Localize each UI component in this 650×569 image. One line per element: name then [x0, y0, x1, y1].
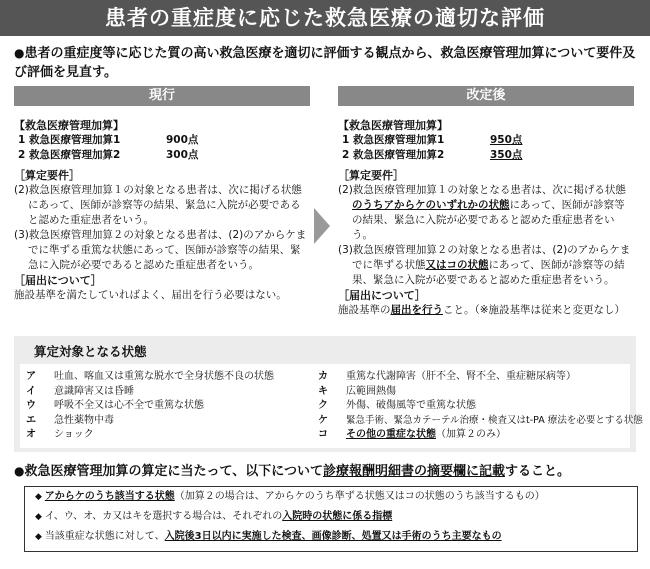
- condition-item: ウ 呼吸不全又は心不全で重篤な状態: [26, 400, 204, 411]
- revised-req-1: (2)救急医療管理加算１の対象となる患者は、次に掲げる状態のうちアからケのいずれかの状態にあって、医師が診察等の結果、緊急に入院が必要であると認めた重症患者をいう。: [338, 184, 626, 241]
- revised-fee-name-1: 1 救急医療管理加算1: [342, 134, 445, 146]
- current-fee-row-2: [14, 148, 310, 163]
- condition-item-ko: コ その他の重症な状態 （加算２のみ）: [318, 429, 506, 440]
- revised-header: 改定後: [338, 86, 634, 106]
- current-fee-row-1: [14, 133, 310, 148]
- revised-notify-title: ［届出について］: [338, 289, 426, 302]
- condition-item: オ ショック: [26, 429, 94, 440]
- condition-item: ケ 緊急手術、緊急カテーテル治療・検査又はt-PA 療法を必要とする状態: [318, 414, 643, 426]
- revised-fee-row-1: [338, 133, 634, 148]
- bullet-icon: ●: [14, 46, 25, 60]
- conditions-box: [14, 336, 643, 452]
- current-fee-value-2: 300点: [166, 149, 199, 161]
- current-req-1: (2)救急医療管理加算１の対象となる患者は、次に掲げる状態にあって、医師が診察等の結果、緊急に入院が必要であると認めた重症患者をいう。: [14, 184, 302, 226]
- conditions-list: [20, 364, 643, 448]
- condition-item: イ 意識障害又は昏睡: [26, 385, 134, 397]
- conditions-title: 算定対象となる状態: [34, 344, 147, 359]
- conditions-left-column: [26, 370, 274, 443]
- arrow-right-icon: [314, 208, 330, 244]
- current-notify: 施設基準を満たしていればよく、届出を行う必要はない。: [14, 289, 287, 301]
- diamond-icon: ◆: [35, 492, 45, 502]
- current-req-2: (3)救急医療管理加算２の対象となる患者は、(2)のアからケまでに準ずる重篤な状態にあって、医師が診察等の結果、緊急に入院が必要であると認めた重症患者をいう。: [14, 229, 307, 271]
- current-req-title: ［算定要件］: [14, 169, 80, 182]
- diamond-icon: ◆: [35, 532, 45, 542]
- condition-item: ク 外傷、破傷風等で重篤な状態: [318, 400, 476, 411]
- diamond-icon: ◆: [35, 512, 45, 522]
- revised-fee-value-1: 950点: [490, 134, 523, 146]
- condition-item: エ 急性薬物中毒: [26, 414, 114, 426]
- bottom-heading: ●救急医療管理加算の算定に当たって、以下について診療報酬明細書の摘要欄に記載すること。: [14, 464, 570, 479]
- condition-item: ア 吐血、喀血又は重篤な脱水で全身状態不良の状態: [26, 371, 274, 382]
- bullet-icon: ●: [14, 464, 25, 478]
- note-item: ◆ アからケのうち該当する状態（加算２の場合は、アからケのうち準ずる状態又はコの状態のうち該当するもの）: [35, 491, 545, 502]
- revised-column: [338, 86, 634, 318]
- page-title: 患者の重症度に応じた救急医療の適切な評価: [0, 0, 650, 36]
- note-item: ◆ 当該重症な状態に対して、入院後3日以内に実施した検査、画像診断、処置又は手術のうち主要なもの: [35, 531, 502, 542]
- revised-fee-title: 【救急医療管理加算】: [338, 119, 448, 132]
- current-header: 現行: [14, 86, 310, 106]
- revised-req-title: ［算定要件］: [338, 169, 404, 182]
- current-notify-title: ［届出について］: [14, 274, 102, 287]
- condition-item: カ 重篤な代謝障害（肝不全、腎不全、重症糖尿病等）: [318, 371, 576, 382]
- revised-fee-name-2: 2 救急医療管理加算2: [342, 149, 445, 161]
- revised-req-2: (3)救急医療管理加算２の対象となる患者は、(2)のアからケまでに準ずる状態又はコの状態にあって、医師が診察等の結果、緊急に入院が必要であると認めた重症患者をいう。: [338, 244, 631, 286]
- revised-fee-row-2: [338, 148, 634, 163]
- intro-body: 患者の重症度等に応じた質の高い救急医療を適切に評価する観点から、救急医療管理加算について要件及び評価を見直す。: [14, 46, 636, 80]
- condition-item: キ 広範囲熱傷: [318, 385, 396, 397]
- current-fee-name-1: 1 救急医療管理加算1: [18, 134, 121, 146]
- current-fee-name-2: 2 救急医療管理加算2: [18, 149, 121, 161]
- revised-notify: 施設基準の届出を行うこと。（※施設基準は従来と変更なし）: [338, 304, 626, 316]
- current-fee-value-1: 900点: [166, 134, 199, 146]
- current-column: [14, 86, 310, 303]
- note-item: ◆ イ、ウ、オ、カ又はキを選択する場合は、それぞれの入院時の状態に係る指標: [35, 511, 393, 522]
- conditions-right-column: [318, 370, 643, 443]
- revised-fee-value-2: 350点: [490, 149, 523, 161]
- intro-text: [14, 44, 638, 82]
- notes-box: [24, 486, 638, 552]
- current-fee-title: 【救急医療管理加算】: [14, 119, 124, 132]
